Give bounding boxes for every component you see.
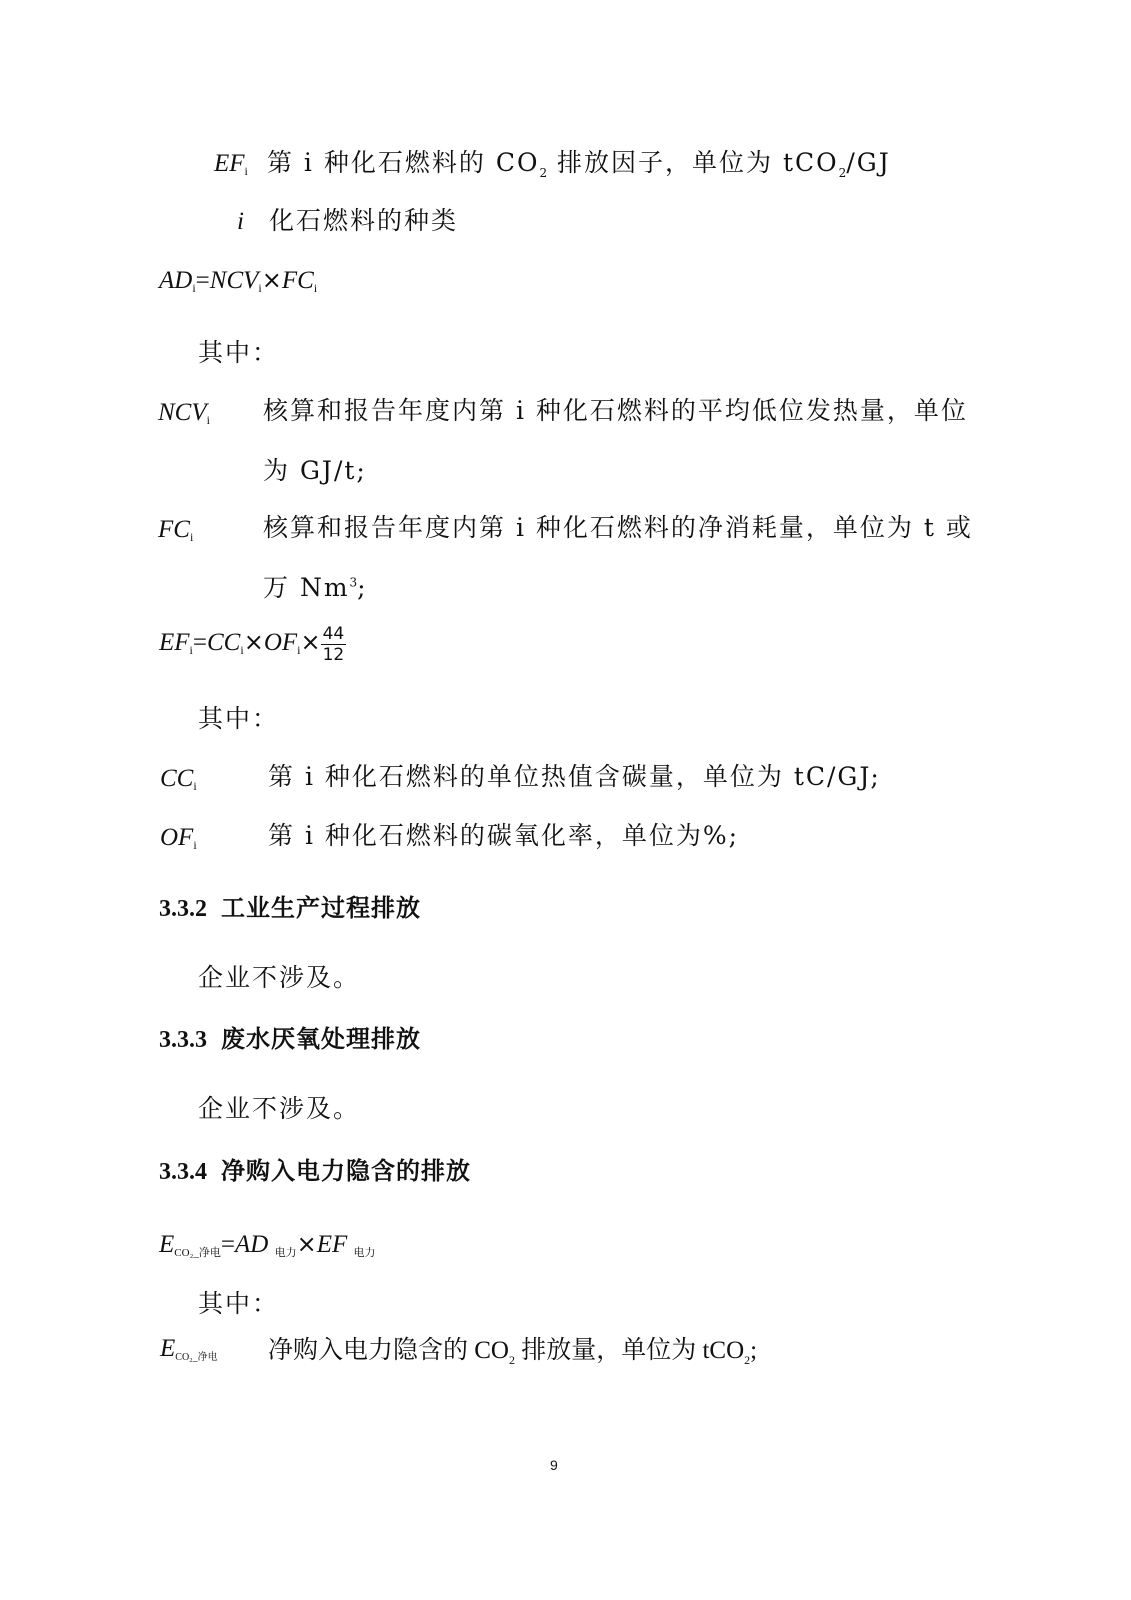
def-of-text: 第 i 种化石燃料的碳氧化率，单位为%;: [268, 821, 740, 850]
def-ncv-line2: 为 GJ/t;: [263, 456, 367, 485]
where-label-2: 其中：: [198, 704, 280, 733]
where-label: 其中：: [198, 338, 280, 367]
def-fc-line1: 核算和报告年度内第 i 种化石燃料的净消耗量，单位为 t 或: [263, 513, 973, 542]
def-ef-text: 第 i 种化石燃料的 $CO_2$ 排放因子，单位为 tCO$_2$/GJ: [266, 148, 891, 180]
def-i-text: 化石燃料的种类: [269, 206, 459, 235]
page-number: 9: [550, 1457, 558, 1473]
section-heading-334: 3.3.4 净购入电力隐含的排放: [159, 1157, 471, 1185]
symbol-ef: $EF_i$: [214, 150, 248, 178]
symbol-i: i: [237, 208, 244, 235]
def-ef-row: [214, 150, 891, 179]
def-fc-line2: 万 Nm$^3$;: [263, 573, 368, 602]
def-i-row: [237, 208, 458, 234]
section-body-332: 企业不涉及。: [198, 963, 361, 992]
formula-ef: $EF_i=CC_i\times OF_i\times$ $\frac{44}{12}$: [159, 624, 345, 665]
formula-ad: $AD_i=NCV_i\times FC_i$: [159, 266, 318, 295]
def-e-co2-text: 净购入电力隐含的 $CO_2$ 排放量，单位为 tCO$_2$;: [268, 1337, 758, 1367]
symbol-cc: $CC_i$: [160, 765, 197, 793]
section-heading-333: 3.3.3 废水厌氧处理排放: [159, 1025, 421, 1053]
section-body-333: 企业不涉及。: [198, 1094, 361, 1123]
symbol-ncv: $NCV_i$: [158, 399, 210, 427]
section-heading-332: 3.3.2 工业生产过程排放: [159, 894, 421, 922]
fraction-44-12: $\frac{44}{12}$: [322, 624, 345, 665]
symbol-fc: $FC_i$: [158, 516, 194, 544]
def-cc-text: 第 i 种化石燃料的单位热值含碳量，单位为 tC/GJ;: [268, 762, 881, 791]
def-ncv-line1: 核算和报告年度内第 i 种化石燃料的平均低位发热量，单位: [263, 396, 968, 425]
symbol-of: $OF_i$: [160, 824, 197, 852]
where-label-3: 其中：: [198, 1289, 280, 1318]
symbol-e-co2: $E_{CO_2\_净电}$: [160, 1335, 218, 1363]
formula-electricity: $E_{CO_2\_净电}=AD$ $_{电力}$×EF $_{电力}$: [159, 1230, 376, 1259]
